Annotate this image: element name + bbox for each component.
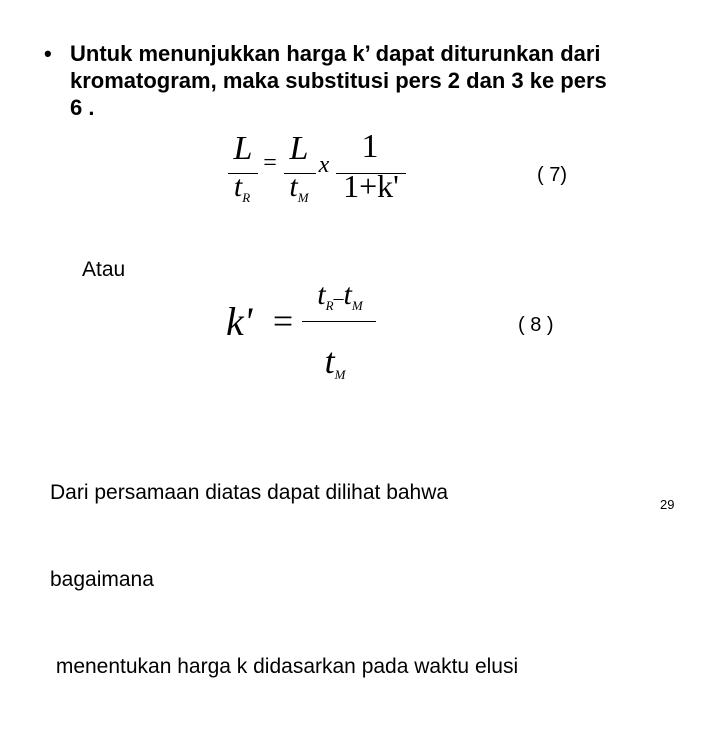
eq7-times: x [318, 152, 330, 178]
eq7-mid-numerator: L [289, 130, 309, 167]
eq8-lhs: k' [226, 299, 253, 344]
eq7-lhs-denominator: $t_R$ [233, 170, 251, 205]
atau-label: Atau [82, 258, 126, 281]
eq7-rhs-numerator: 1 [361, 128, 379, 165]
conclusion-line-3: menentukan harga k didasarkan pada waktu elusi [50, 655, 519, 678]
conclusion-text [50, 420, 518, 739]
eq7-lhs-numerator: L [233, 130, 253, 167]
eq8-equals: = [272, 301, 294, 341]
eq8-numerator: $t_R-t_M$ [317, 278, 363, 313]
equation-8-number: ( 8 ) [518, 314, 554, 336]
eq7-mid-denominator: $t_M$ [289, 170, 309, 205]
bullet-marker: • [44, 41, 52, 66]
eq7-rhs-denominator: 1+k' [343, 168, 399, 204]
conclusion-line-1: Dari persamaan diatas dapat dilihat bahwa [50, 481, 449, 504]
eq7-equals: = [263, 150, 277, 176]
conclusion-line-2: bagaimana [50, 568, 154, 591]
equation-7-number: ( 7) [537, 164, 567, 186]
bullet-text: Untuk menunjukkan harga k’ dapat diturunkan dari kromatogram, maka substitusi pers 2 dan 3 ke pers 6 . [70, 41, 607, 120]
eq8-denominator: tM [324, 341, 346, 382]
page-number: 29 [660, 497, 675, 512]
eq8-fraction-bar [302, 321, 376, 322]
